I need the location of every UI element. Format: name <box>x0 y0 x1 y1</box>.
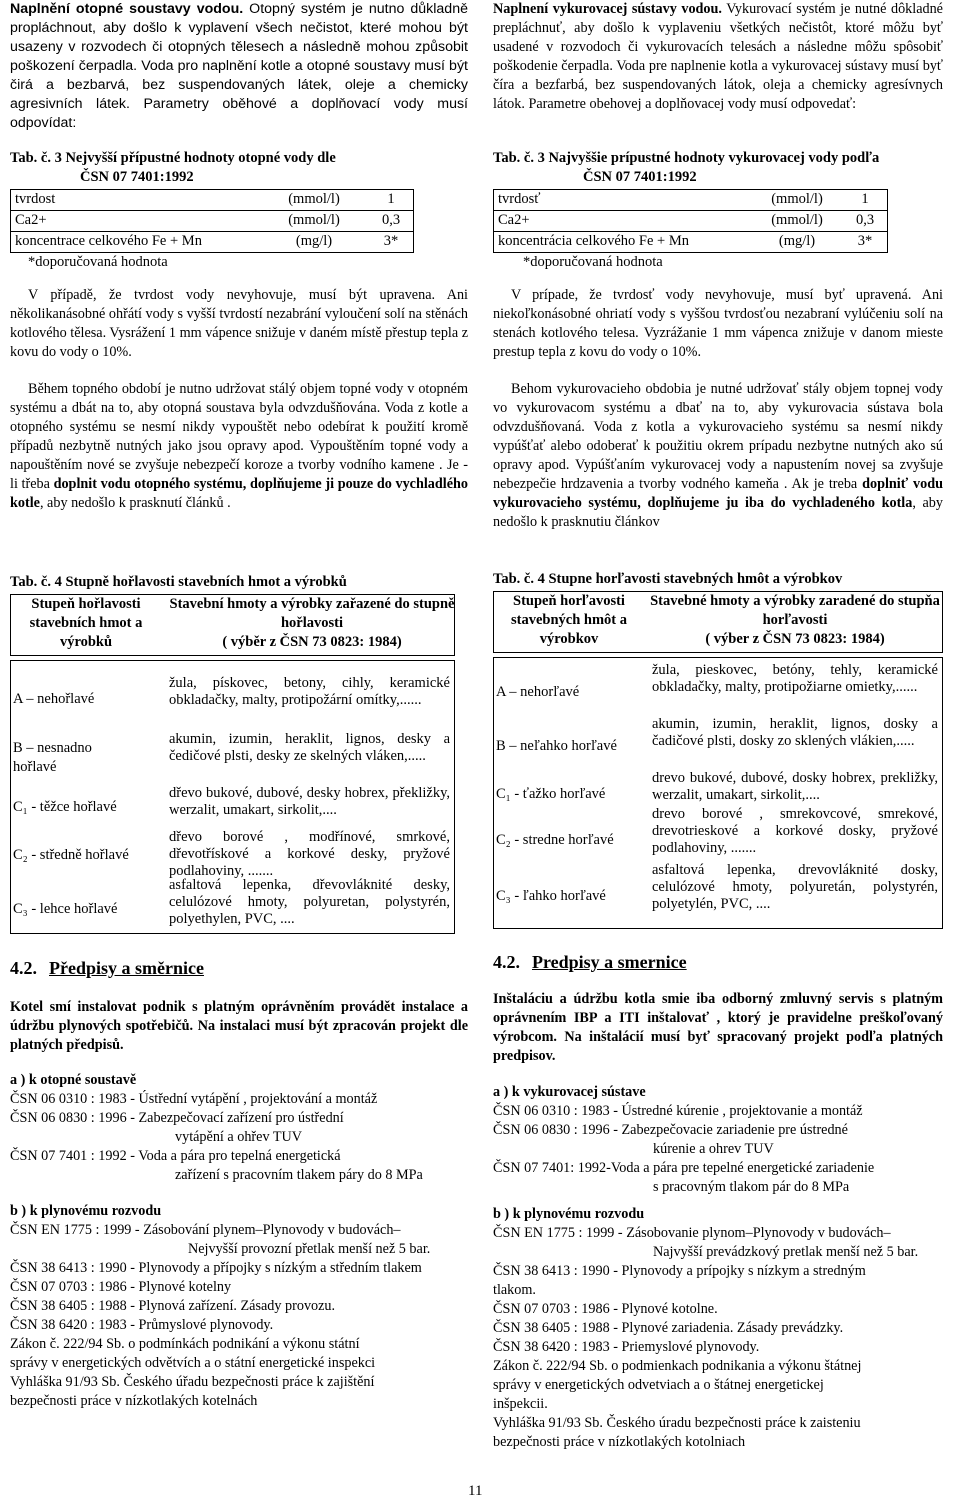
list-item: Zákon č. 222/94 Sb. o podmienkach podnikania a výkonu štátnej <box>493 1358 862 1374</box>
table-4 <box>10 573 455 934</box>
list-item: Vyhláška 91/93 Sb. Českého úradu bezpečnosti práce k zaisteniu <box>493 1415 861 1431</box>
list-item: ČSN 07 7401 : 1992 - Voda a pára pro tepelná energetická zařízení s pracovním tlakem páry do 8 MPa <box>10 1148 423 1183</box>
table-4-body: A – nehorľavé žula, pieskovec, betóny, tehly, keramické obkladačky, malty, protipožiarne omietky,...... B – neľahko horľavé akumin, izumin, heraklit, lignos, dosky a čadičové plsti, dosky zo sklených vlákien,..... C₁ - ťažko horľavé drevo bukové, dubové, dosky hobrex, prekližky, werzalit, umakart, sirkolit,.... C₂ - stredne horľavé drevo borové , smrekovcové, smrekové, drevotrieskové a korkové dosky, pryžové podlahoviny, ....... C₃ - ľahko horľavé asfaltová lepenka, drevovláknité dosky, celulózové hmoty, polyuretán, polystyrén, polyetylén, PVC, .... <box>493 657 943 929</box>
regulations-heating-heading: a ) k vykurovacej sústave <box>493 1084 646 1100</box>
table-3 <box>493 150 888 272</box>
list-item: Zákon č. 222/94 Sb. o podmínkách podnikání a výkonu státní <box>10 1336 360 1352</box>
regulations-gas-heading: b ) k plynovému rozvodu <box>493 1206 645 1222</box>
regulations-heating <box>10 1071 468 1185</box>
table-row: Ca2+ (mmol/l) 0,3 <box>10 210 414 231</box>
table-4 <box>493 570 943 929</box>
list-item: tlakom. <box>493 1282 536 1298</box>
list-item: ČSN 07 7401: 1992-Voda a pára pre tepelné energetické zariadenie s pracovným tlakom pár do 8 MPa <box>493 1160 875 1195</box>
table-4-header-materials: Stavebné hmoty a výrobky zaradené do stupňa horľavosti ( výber z ČSN 73 0823: 1984) <box>650 593 940 647</box>
table-row: tvrdost (mmol/l) 1 <box>10 189 414 210</box>
filling-paragraph: Naplnění otopné soustavy vodou. Otopný systém je nutno důkladně propláchnout, aby došlo k vyplavení všech nečistot, které mohou být usazeny v rozvodech či otopných tělesech a následně mohou způsobit poškození čerpadla. Voda pro naplnění kotle a otopné soustavy musí být čirá a bezbarvá, bez suspendovaných látek, oleje a chemicky agresivních látek. Parametry oběhové a doplňovací vody musí odpovídat: <box>10 1 468 131</box>
table-4-header-class: Stupeň horľavosti stavebných hmôt a výrobkov <box>510 593 627 647</box>
table-4-header <box>10 594 455 656</box>
list-item: ČSN 38 6405 : 1988 - Plynové zariadenia. Zásady prevádzky. <box>493 1320 844 1336</box>
table-4-header <box>493 591 943 653</box>
list-item: bezpečnosti práce v nízkotlakých kotelnách <box>10 1393 258 1409</box>
list-item: správy v energetických odvetviach a o štátnej energetickej <box>493 1377 824 1393</box>
regulations-gas <box>10 1202 468 1411</box>
list-item: ČSN 38 6405 : 1988 - Plynová zařízení. Zásady provozu. <box>10 1298 336 1314</box>
heating-period-paragraph: Behom vykurovacieho obdobia je nutné udržovať stály objem topnej vody vo vykurovacom systému a dbať na to, aby vykurovacia sústava bola odvzdušňovaná. Voda z kotla a vykurovacieho systému sa nesmí nikdy vypúšťať alebo odoberať k použitiu okrem prípadu nezbytne nutných ako sú opravy apod. Vypúšťaním vykurovacej vody a napustením novej sa zvyšuje nebezpečie hrdzavenia a tvorby vodného kameňa . Ak je treba doplniť vodu vykurovacieho systému, doplňujeme ju iba do vychladeného kotla, aby nedošlo k prasknutiu článkov <box>493 381 943 530</box>
section-heading: 4.2. Předpisy a směrnice <box>10 958 204 978</box>
heating-period-paragraph: Během topného období je nutno udržovat stálý objem topné vody v otopném systému a dbát na to, aby otopná soustava byla odvzdušňována. Voda z kotle a otopného systému se nesmí nikdy vypouštět nebo odebírat k použití kromě případů nezbytně nutných jako jsou opravy apod. Vypouštěním topné vody a napouštěním nové se zvyšuje nebezpečí koroze a tvorby vodního kamene . Je - li třeba doplnit vodu otopného systému, doplňujeme ji pouze do vychladlého kotle, aby nedošlo k prasknutí článků . <box>10 381 468 511</box>
hardness-paragraph: V případě, že tvrdost vody nevyhovuje, musí být upravena. Ani několikanásobné ohřátí vody s vyšší tvrdostí nezabrání vyloučení solí na stěnách kotlového tělesa. Vysrážení 1 mm vápence snižuje v daném místě přestup tepla z kovu do vody o 10%. <box>10 287 468 360</box>
list-item: Vyhláška 91/93 Sb. Českého úřadu bezpečnosti práce k zajištění <box>10 1374 375 1390</box>
table-3-note: *doporučovaná hodnota <box>523 254 663 270</box>
installation-note: Kotel smí instalovat podnik s platným oprávněním provádět instalace a údržbu plynových spotřebičů. Na instalaci musí být zpracován projekt dle platných předpisů. <box>10 999 468 1053</box>
table-3-note: *doporučovaná hodnota <box>28 254 168 270</box>
table-4-title: Tab. č. 4 Stupne horľavosti stavebných hmôt a výrobkov <box>493 571 843 587</box>
regulations-heating-heading: a ) k otopné soustavě <box>10 1072 137 1088</box>
table-4-header-class: Stupeň hořlavosti stavebních hmot a výrobků <box>29 596 143 650</box>
list-item: ČSN 07 0703 : 1986 - Plynové kotelny <box>10 1279 232 1295</box>
installation-note: Inštaláciu a údržbu kotla smie iba odborný zmluvný servis s platným oprávnením IBP a ITI inštalovať , ktorý je pravidelne preškoľovaný výrobcom. Na inštalácií musí byť spracovaný projekt podľa platných predpisov. <box>493 991 943 1064</box>
table-row: Ca2+ (mmol/l) 0,3 <box>493 210 888 231</box>
list-item: ČSN 38 6413 : 1990 - Plynovody a přípojky s nízkým a středním tlakem <box>10 1260 422 1276</box>
table-4-title: Tab. č. 4 Stupně hořlavosti stavebních hmot a výrobků <box>10 574 347 590</box>
list-item: Nejvyšší provozní přetlak menší než 5 bar. <box>188 1241 431 1257</box>
list-item: ČSN 06 0830 : 1996 - Zabezpečovacie zariadenie pre ústredné kúrenie a ohrev TUV <box>493 1122 848 1157</box>
regulations-heating <box>493 1083 943 1197</box>
list-item: ČSN 06 0830 : 1996 - Zabezpečovací zařízení pro ústřední vytápění a ohřev TUV <box>10 1110 344 1145</box>
list-item: ČSN 06 0310 : 1983 - Ústredné kúrenie , projektovanie a montáž <box>493 1103 863 1119</box>
list-item: bezpečnosti práce v nízkotlakých kotolniach <box>493 1434 746 1450</box>
table-row: koncentrácia celkového Fe + Mn (mg/l) 3* <box>493 231 888 253</box>
table-4-header-materials: Stavební hmoty a výrobky zařazené do stupně hořlavosti ( výběr z ČSN 73 0823: 1984) <box>169 596 455 650</box>
list-item: ČSN 06 0310 : 1983 - Ústřední vytápění , projektování a montáž <box>10 1091 378 1107</box>
list-item: Najvyšší prevádzkový pretlak menší než 5 bar. <box>653 1244 919 1260</box>
regulations-gas-heading: b ) k plynovému rozvodu <box>10 1203 162 1219</box>
list-item: ČSN EN 1775 : 1999 - Zásobovanie plynom–Plynovody v budovách– <box>493 1225 891 1241</box>
list-item: ČSN EN 1775 : 1999 - Zásobování plynem–Plynovody v budovách– <box>10 1222 401 1238</box>
filling-paragraph: Naplnení vykurovacej sústavy vodou. Vykurovací systém je nutné dôkladné prepláchnuť, aby došlo k vyplaveniu všetkých nečistôt, ktoré môžu byť usadené v rozvodoch či vykurovacích telesách a následne môžu spôsobiť poškodenie čerpadla. Voda pre naplnenie kotla a vykurovacej sústavy musí byť číra a bezfarbá, bez suspendovaných látok, oleja a chemicky agresívnych látok. Parametre obehovej a doplňovacej vody musí odpovedať: <box>493 1 943 112</box>
table-row: koncentrace celkového Fe + Mn (mg/l) 3* <box>10 231 414 253</box>
list-item: ČSN 38 6420 : 1983 - Priemyslové plynovody. <box>493 1339 760 1355</box>
table-3-title: Tab. č. 3 Najvyššie prípustné hodnoty vykurovacej vody podľa <box>493 150 880 166</box>
list-item: správy v energetických odvětvích a o státní energetické inspekci <box>10 1355 376 1371</box>
table-3-title-standard: ČSN 07 7401:1992 <box>583 169 697 185</box>
table-3-title-standard: ČSN 07 7401:1992 <box>80 169 194 185</box>
list-item: ČSN 38 6413 : 1990 - Plynovody a prípojky s nízkym a stredným <box>493 1263 866 1279</box>
table-row: tvrdosť (mmol/l) 1 <box>493 189 888 210</box>
list-item: inšpekcii. <box>493 1396 548 1412</box>
page-number: 11 <box>468 1483 483 1499</box>
list-item: ČSN 07 0703 : 1986 - Plynové kotolne. <box>493 1301 718 1317</box>
regulations-gas <box>493 1205 943 1452</box>
list-item: ČSN 38 6420 : 1983 - Průmyslové plynovody. <box>10 1317 274 1333</box>
section-heading: 4.2. Predpisy a smernice <box>493 952 687 972</box>
table-4-body: A – nehořlavé žula, pískovec, betony, cihly, keramické obkladačky, malty, protipožární omítky,...... B – nesnadno hořlavé akumin, izumin, heraklit, lignos, desky a čedičové plsti, desky ze skelných vláken,..... C₁ - těžce hořlavé dřevo bukové, dubové, desky hobrex, překližky, werzalit, umakart, sirkolit,.... C₂ - středně hořlavé dřevo borové , modřínové, smrkové, dřevotřískové a korkové desky, pryžové podlahoviny, ....... C₃ - lehce hořlavé asfaltová lepenka, dřevovláknité desky, celulózové hmoty, polyuretan, polystyrén, polyethylen, PVC, .... <box>10 660 455 934</box>
table-3 <box>10 150 414 272</box>
hardness-paragraph: V prípade, že tvrdosť vody nevyhovuje, musí byť upravená. Ani niekoľkonásobné ohriatí vody s vyššou tvrdosťou nezabraní vylúčeniu solí na stenách kotlového telesa. Vyzrážanie 1 mm vápenca znižuje v danom mieste prestup tepla z kovu do vody o 10%. <box>493 287 943 360</box>
table-3-title: Tab. č. 3 Nejvyšší přípustné hodnoty otopné vody dle <box>10 150 336 166</box>
